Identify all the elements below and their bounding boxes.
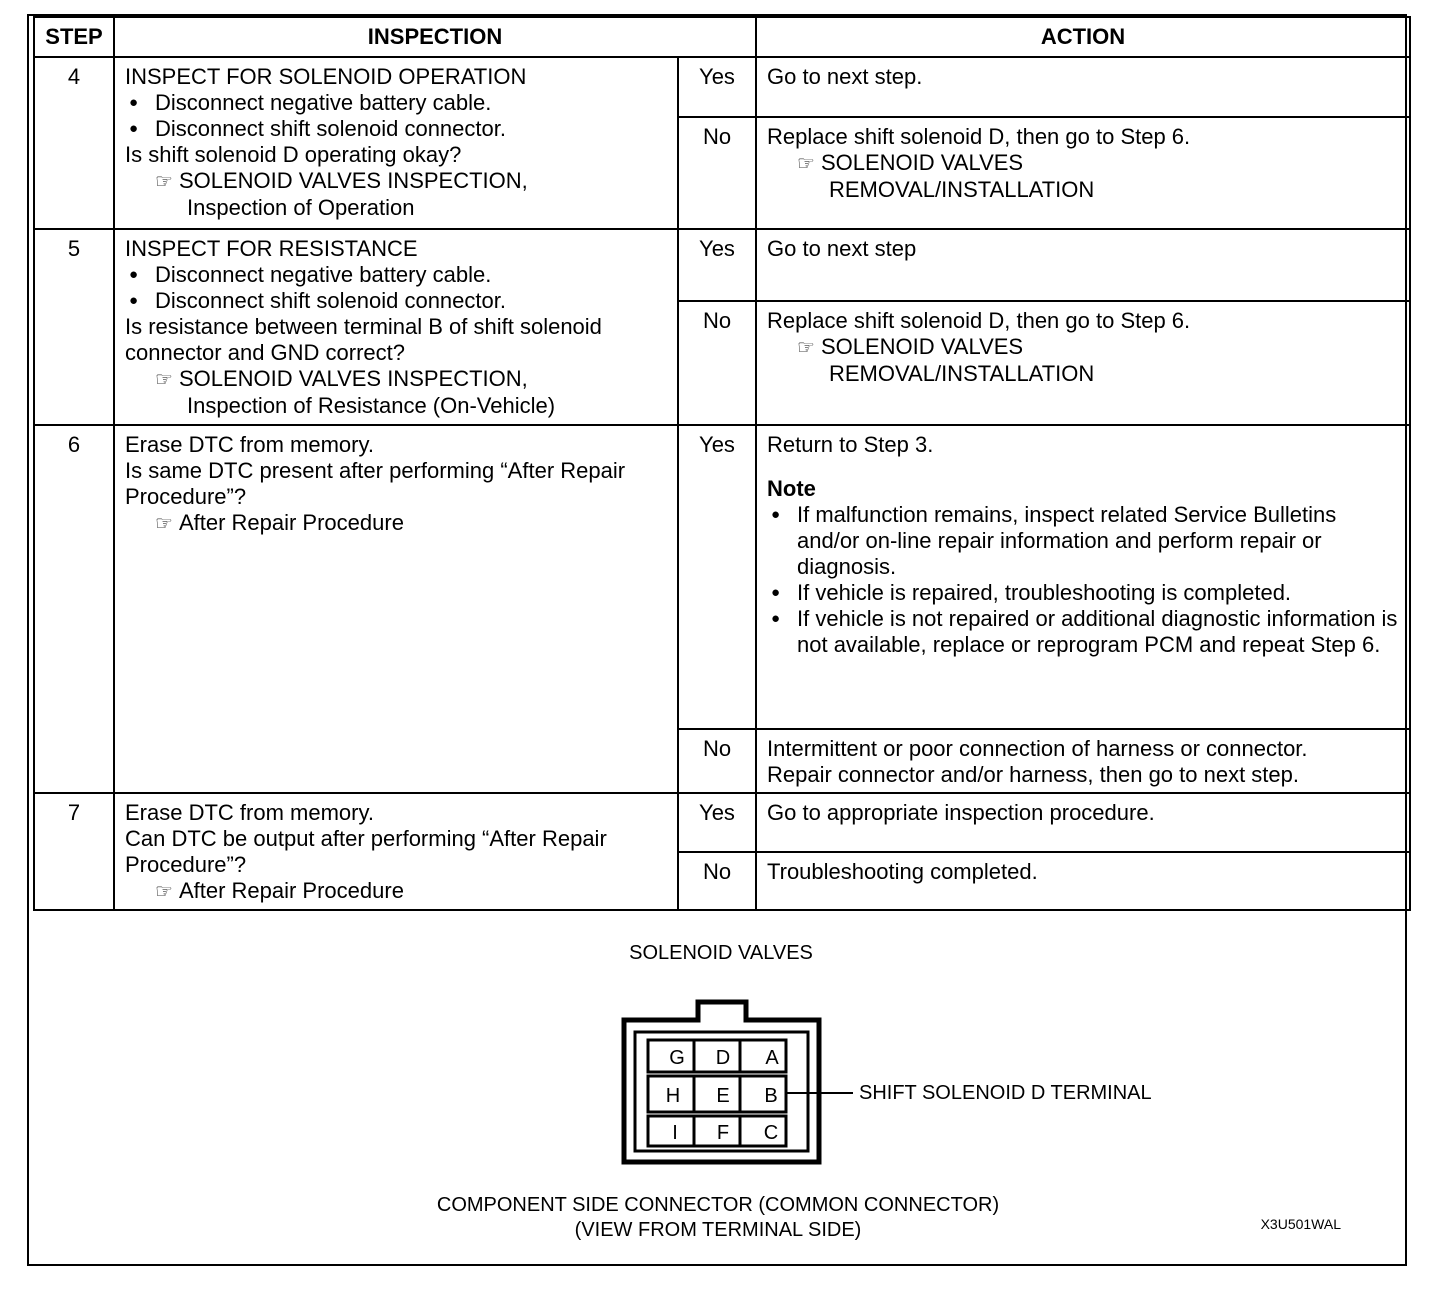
action-text: Replace shift solenoid D, then go to Step 6.	[767, 124, 1191, 149]
action-yes	[756, 425, 1410, 729]
bullet-item: ● Disconnect shift solenoid connector.	[125, 116, 667, 142]
terminal-cell	[648, 1116, 694, 1146]
header-inspection: INSPECTION	[114, 17, 756, 57]
terminal-cell	[740, 1040, 786, 1072]
action-no	[756, 117, 1410, 229]
pointing-hand-icon: ☞	[155, 881, 173, 903]
inspection-question: Is resistance between terminal B of shift solenoid connector and GND correct?	[125, 314, 602, 365]
step-number: 6	[34, 425, 114, 793]
action-text: Return to Step 3.	[767, 432, 934, 457]
bullet-item: ● Disconnect negative battery cable.	[125, 90, 667, 116]
action-yes: Go to next step	[756, 229, 1410, 301]
reference-link[interactable]: Inspection of Operation	[187, 195, 415, 220]
pointing-hand-icon: ☞	[155, 513, 173, 535]
answer-no: No	[678, 301, 756, 425]
figure-code: X3U501WAL	[1260, 1216, 1341, 1232]
note-bullet: ● If vehicle is repaired, troubleshooting is completed.	[767, 580, 1399, 606]
reference-link[interactable]: SOLENOID VALVES	[820, 334, 1024, 359]
answer-yes: Yes	[678, 425, 756, 729]
terminal-label: H	[665, 1085, 681, 1107]
pointing-hand-icon: ☞	[155, 369, 173, 391]
diagram-title: SOLENOID VALVES	[629, 942, 813, 964]
action-text: Repair connector and/or harness, then go to next step.	[767, 762, 1299, 787]
terminal-label: E	[716, 1085, 730, 1107]
inspection-text: Erase DTC from memory.	[125, 800, 374, 825]
table-row	[34, 229, 1410, 301]
pointing-hand-icon: ☞	[155, 171, 173, 193]
inspection-cell	[114, 229, 678, 425]
inspection-text: Erase DTC from memory.	[125, 432, 374, 457]
table-row	[34, 425, 1410, 729]
connector-diagram	[33, 916, 1403, 1262]
bullet-item: ● Disconnect shift solenoid connector.	[125, 288, 667, 314]
action-no	[756, 729, 1410, 793]
reference-link[interactable]: SOLENOID VALVES INSPECTION,	[178, 366, 528, 391]
terminal-label: B	[764, 1085, 778, 1107]
answer-no: No	[678, 729, 756, 793]
step-number: 4	[34, 57, 114, 229]
inspection-cell	[114, 793, 678, 910]
terminal-cell	[740, 1076, 786, 1112]
note-bullet: ● If vehicle is not repaired or additional diagnostic information is not available, replace or reprogram PCM and repeat Step 6.	[767, 606, 1399, 658]
action-text: Intermittent or poor connection of harness or connector.	[767, 736, 1308, 761]
terminal-label: I	[672, 1122, 678, 1144]
action-no: Troubleshooting completed.	[756, 852, 1410, 911]
answer-no: No	[678, 852, 756, 911]
diagram-caption: COMPONENT SIDE CONNECTOR (COMMON CONNECTOR)	[436, 1194, 1000, 1216]
action-no	[756, 301, 1410, 425]
terminal-label: A	[765, 1047, 779, 1069]
header-action: ACTION	[756, 17, 1410, 57]
note-bullet: ● If malfunction remains, inspect related Service Bulletins and/or on-line repair information and perform repair or diagnosis.	[767, 502, 1399, 580]
step-number: 7	[34, 793, 114, 910]
answer-yes: Yes	[678, 793, 756, 852]
table-header	[34, 17, 1410, 57]
inspection-question: Is shift solenoid D operating okay?	[125, 142, 462, 167]
inspection-cell	[114, 57, 678, 229]
header-step: STEP	[34, 17, 114, 57]
reference-link[interactable]: REMOVAL/INSTALLATION	[829, 361, 1095, 386]
inspection-question: Is same DTC present after performing “After Repair Procedure”?	[125, 458, 626, 509]
troubleshooting-table	[33, 16, 1411, 911]
table-row	[34, 793, 1410, 852]
inspection-title: INSPECT FOR SOLENOID OPERATION	[125, 64, 527, 89]
terminal-label: D	[715, 1047, 731, 1069]
answer-yes: Yes	[678, 229, 756, 301]
pointing-hand-icon: ☞	[797, 337, 815, 359]
reference-link[interactable]: After Repair Procedure	[178, 878, 404, 903]
bullet-item: ● Disconnect negative battery cable.	[125, 262, 667, 288]
action-text: Replace shift solenoid D, then go to Step 6.	[767, 308, 1191, 333]
reference-link[interactable]: After Repair Procedure	[178, 510, 404, 535]
reference-link[interactable]: REMOVAL/INSTALLATION	[829, 177, 1095, 202]
terminal-label: G	[669, 1047, 685, 1069]
diagram-caption: (VIEW FROM TERMINAL SIDE)	[574, 1219, 862, 1241]
reference-link[interactable]: SOLENOID VALVES INSPECTION,	[178, 168, 528, 193]
step-number: 5	[34, 229, 114, 425]
answer-no: No	[678, 117, 756, 229]
action-yes: Go to appropriate inspection procedure.	[756, 793, 1410, 852]
pointing-hand-icon: ☞	[797, 153, 815, 175]
reference-link[interactable]: SOLENOID VALVES	[820, 150, 1024, 175]
inspection-question: Can DTC be output after performing “After Repair Procedure”?	[125, 826, 607, 877]
inspection-title: INSPECT FOR RESISTANCE	[125, 236, 418, 261]
action-yes: Go to next step.	[756, 57, 1410, 117]
terminal-label: F	[716, 1122, 730, 1144]
inspection-cell	[114, 425, 678, 793]
answer-yes: Yes	[678, 57, 756, 117]
terminal-callout: SHIFT SOLENOID D TERMINAL	[859, 1082, 1152, 1104]
terminal-label: C	[763, 1122, 779, 1144]
table-row	[34, 57, 1410, 117]
note-title: Note	[767, 476, 816, 501]
reference-link[interactable]: Inspection of Resistance (On-Vehicle)	[187, 393, 556, 418]
